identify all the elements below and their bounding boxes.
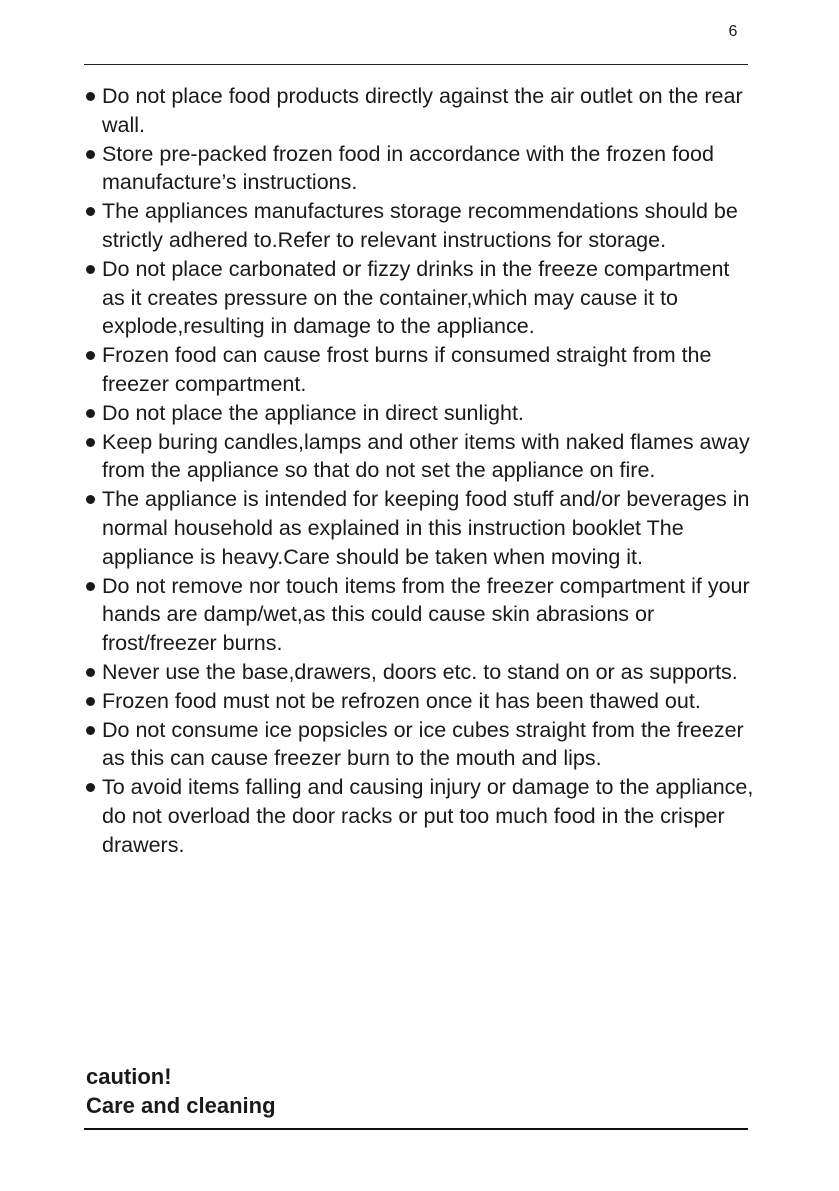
bullet-dot-icon — [86, 726, 95, 735]
bullet-text: To avoid items falling and causing injury or damage to the appliance, do not overload the door racks or put too much food in the crisper drawers. — [102, 775, 754, 857]
bullet-item — [84, 687, 756, 716]
page-number: 6 — [728, 23, 738, 40]
bullet-item — [84, 716, 756, 774]
bullet-dot-icon — [86, 783, 95, 792]
bullet-dot-icon — [86, 668, 95, 677]
bullet-dot-icon — [86, 150, 95, 159]
bullet-item — [84, 485, 756, 571]
bullet-dot-icon — [86, 409, 95, 418]
section-divider — [84, 1128, 748, 1130]
bullet-dot-icon — [86, 265, 95, 274]
bullet-item — [84, 658, 756, 687]
bullet-dot-icon — [86, 495, 95, 504]
bullet-item — [84, 428, 756, 486]
bullet-item — [84, 255, 756, 341]
bullet-item — [84, 399, 756, 428]
bullet-text: Store pre-packed frozen food in accordance with the frozen food manufacture’s instructions. — [102, 141, 714, 195]
bullet-text: Do not consume ice popsicles or ice cubes straight from the freezer as this can cause freezer burn to the mouth and lips. — [102, 717, 744, 771]
bullet-text: Do not place food products directly against the air outlet on the rear wall. — [102, 84, 743, 137]
bullet-item — [84, 140, 756, 198]
bullet-item — [84, 82, 756, 140]
care-and-cleaning-heading: Care and cleaning — [86, 1093, 276, 1118]
bullet-text: Do not place the appliance in direct sunlight. — [102, 400, 524, 425]
safety-bullet-list — [84, 82, 756, 860]
bullet-item — [84, 197, 756, 255]
bullet-dot-icon — [86, 582, 95, 591]
bullet-item — [84, 572, 756, 658]
caution-heading: caution! — [86, 1064, 172, 1089]
header-divider — [84, 64, 748, 65]
bullet-dot-icon — [86, 207, 95, 216]
bullet-text: The appliance is intended for keeping food stuff and/or beverages in normal household as explained in this instruction booklet The appliance is heavy.Care should be taken when moving it. — [102, 487, 750, 569]
bullet-item — [84, 773, 756, 859]
bullet-dot-icon — [86, 697, 95, 706]
bullet-dot-icon — [86, 351, 95, 360]
bullet-text: Never use the base,drawers, doors etc. to stand on or as supports. — [102, 659, 738, 684]
bullet-text: Keep buring candles,lamps and other items with naked flames away from the appliance so that do not set the appliance on fire. — [102, 429, 750, 483]
bullet-dot-icon — [86, 438, 95, 447]
bullet-dot-icon — [86, 92, 95, 101]
bullet-text: The appliances manufactures storage recommendations should be strictly adhered to.Refer to relevant instructions for storage. — [102, 199, 738, 252]
bullet-text: Do not place carbonated or fizzy drinks in the freeze compartment as it creates pressure on the container,which may cause it to explode,resulting in damage to the appliance. — [102, 256, 730, 339]
bullet-text: Frozen food must not be refrozen once it has been thawed out. — [102, 688, 701, 713]
bullet-text: Frozen food can cause frost burns if consumed straight from the freezer compartment. — [102, 343, 712, 396]
bullet-text: Do not remove nor touch items from the freezer compartment if your hands are damp/wet,as this could cause skin abrasions or frost/freezer burns. — [102, 573, 750, 656]
bullet-item — [84, 341, 756, 399]
